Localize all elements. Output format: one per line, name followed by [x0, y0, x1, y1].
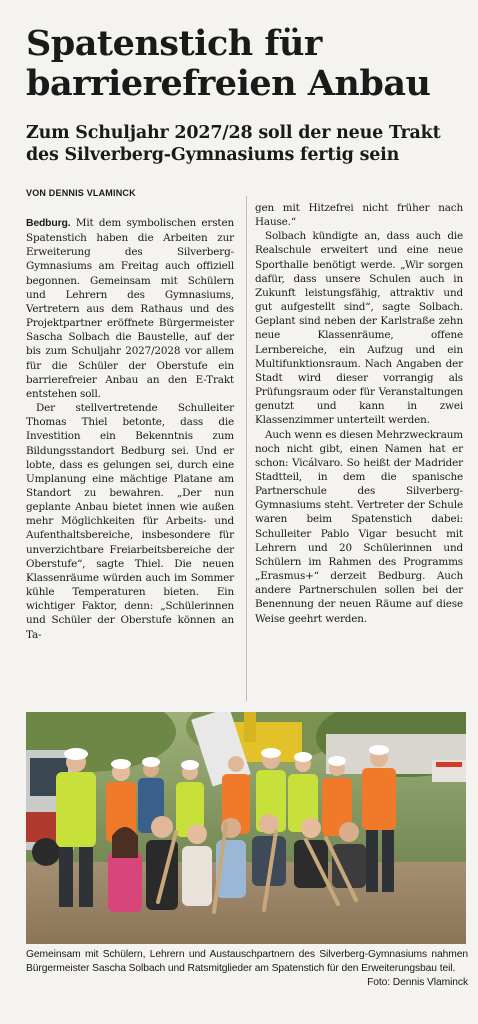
- subheadline: [26, 122, 471, 166]
- dateline: Bedburg.: [26, 218, 71, 229]
- caption-body: Gemeinsam mit Schülern, Lehrern und Austauschpartnern des Silverberg-Gymnasiums nahmen Bürgermeister Sascha Solbach und Ratsmitglieder am Spatenstich für den Erweiterungsbau teil.: [26, 949, 468, 974]
- caption-text: [26, 948, 468, 988]
- article-column-1: [26, 216, 234, 642]
- headline-line-2: barrierefreien Anbau: [26, 63, 431, 104]
- article-column-2: [255, 201, 463, 626]
- column-divider: [246, 196, 247, 701]
- groundbreaking-group-photo: [26, 712, 466, 944]
- byline: VON DENNIS VLAMINCK: [26, 188, 136, 198]
- article-paragraph: Auch wenn es diesen Mehrzweckraum noch nicht gibt, einen Namen hat er schon: Vicálvaro. So heißt der Madrider Stadtteil, in dem die spanische Partnerschule des Silverberg-Gymnasiums steht. Vertreter der Schule waren beim Spatenstich dabei: Schulleiter Pablo Vigar besucht mit Lehrern und 20 Schülerinnen und Schülern im Rahmen des Programms „Erasmus+“ derzeit Bedburg. Auch andere Partnerschulen sollen bei der Benennung der neuen Räume auf diese Weise geehrt werden.: [255, 428, 463, 625]
- headline: [26, 24, 466, 104]
- photo-caption: [26, 948, 468, 990]
- subheadline-line-1: Zum Schuljahr 2027/28 soll der neue Trakt: [26, 123, 441, 143]
- headline-line-1: Spatenstich für: [26, 23, 322, 64]
- paragraph-text: Mit dem symbolischen ersten Spatenstich haben die Arbeiten zur Erweiterung des Silverberg-Gymnasiums am Freitag auch offiziell begonnen. Gemeinsam mit Schülern und Lehrern des Gymnasiums, Vertretern aus dem Rathaus und des Projektpartner eröffnete Bürgermeister Sascha Solbach die Baustelle, auf der bis zum Schuljahr 2027/2028 vor allem für die Schüler der Oberstufe ein barrierefreier Anbau an den E-Trakt entstehen soll.: [26, 217, 234, 400]
- article-paragraph: Solbach kündigte an, dass auch die Realschule erweitert und eine neue Sporthalle benötigt werde. „Wir sorgen dafür, dass unsere Schulen auch in Zukunft leistungsfähig, attraktiv und gut aufgestellt sind“, sagte Solbach. Geplant sind neben der Karlstraße zehn neue Klassenräume, offene Lernbereiche, ein Aufzug und ein Multifunktionsraum. Nach Angaben der Stadt wird dieser vorrangig als Prüfungsraum oder für Veranstaltungen genutzt und kann in zwei Klassenzimmer unterteilt werden.: [255, 230, 463, 427]
- article-paragraph: [26, 216, 234, 401]
- article-paragraph: Der stellvertretende Schulleiter Thomas Thiel betonte, dass die Investition ein Bekenntnis zum Bildungsstandort Bedburg sei. Und er lobte, dass es gelungen sei, durch eine Umplanung eine mächtige Platane am Standort zu bewahren. „Der nun geplante Anbau bietet innen wie außen mehr Möglichkeiten für Arbeits- und Aufenthaltsbereiche, insbesondere für unverzichtbare Freiarbeitsbereiche der Oberstufe“, sagte Thiel. Die neuen Klassenräume würden auch im Sommer kühle Temperaturen bieten. Ein wichtiger Faktor, denn: „Schülerinnen und Schüler der Oberstufe können an Ta-: [26, 402, 234, 641]
- subheadline-line-2: des Silverberg-Gymnasiums fertig sein: [26, 145, 400, 165]
- article-photo: [26, 712, 466, 944]
- photo-credit: Foto: Dennis Vlaminck: [367, 977, 468, 988]
- article-paragraph: gen mit Hitzefrei nicht früher nach Hause.“: [255, 202, 463, 229]
